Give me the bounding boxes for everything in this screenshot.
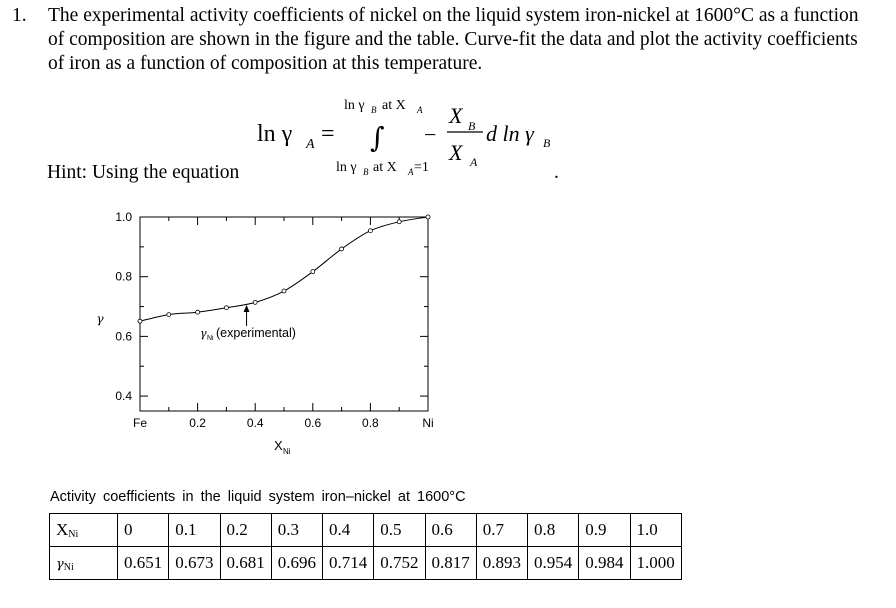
table-cell: 1.0 [630, 514, 681, 547]
table-caption: Activity coefficients in the liquid system iron–nickel at 1600°C [50, 489, 466, 505]
table-cell: 0.696 [271, 547, 322, 580]
eq-lhs: ln γ [257, 121, 293, 147]
x-tick-label: Fe [132, 416, 148, 430]
table-cell: 0.5 [374, 514, 425, 547]
y-tick-label: 0.4 [115, 389, 132, 404]
data-point [138, 319, 142, 323]
table-cell: 0.6 [425, 514, 476, 547]
x-tick-label: 0.2 [189, 416, 206, 430]
table-cell: 0.893 [476, 547, 527, 580]
x-tick-label: Ni [422, 416, 434, 430]
table-cell: 0.651 [118, 547, 169, 580]
series-line [140, 217, 428, 321]
activity-coefficient-chart [80, 200, 480, 470]
table-cell: 0.3 [271, 514, 322, 547]
table-cell: 0 [118, 514, 169, 547]
data-point [311, 270, 315, 274]
eq-frac-den: X [449, 140, 463, 165]
table-cell: 0.984 [579, 547, 630, 580]
eq-lower-limit: ln γ [336, 160, 357, 175]
table-cell: 0.7 [476, 514, 527, 547]
table-cell: 1.000 [630, 547, 681, 580]
problem-line-1: The experimental activity coefficients of nickel on the liquid system iron-nickel at 1600°C as a function [48, 5, 859, 26]
y-tick-label: 0.8 [115, 269, 132, 284]
table-cell: 0.2 [220, 514, 271, 547]
eq-lhs-sub: A [306, 137, 315, 152]
table-row-gamma-ni [50, 547, 682, 580]
eq-upper-limit-at: at X [382, 98, 406, 113]
table-cell: 0.752 [374, 547, 425, 580]
eq-minus: − [424, 122, 437, 147]
table-row-xni [50, 514, 682, 547]
y-tick-label: 0.6 [115, 329, 132, 344]
data-point [368, 229, 372, 233]
data-point [282, 289, 286, 293]
table-cell: 0.673 [169, 547, 220, 580]
annotation-sub: Ni [207, 335, 214, 342]
eq-lower-limit-eq: =1 [414, 160, 429, 175]
problem-line-2: of composition are shown in the figure and the table. Curve-fit the data and plot the activity coefficients [48, 29, 858, 50]
eq-upper-limit: ln γ [344, 98, 365, 113]
integral-sign: ∫ [370, 121, 385, 154]
data-point [224, 306, 228, 310]
x-axis-label: X [274, 438, 283, 453]
x-tick-label: 0.6 [304, 416, 322, 430]
eq-lower-limit-at: at X [373, 160, 397, 175]
hint-text: Hint: Using the equation [47, 162, 240, 183]
eq-upper-limit-sub: B [371, 105, 377, 115]
problem-number: 1. [12, 5, 27, 26]
equation-trailing-dot: . [554, 162, 559, 183]
table-cell: 0.8 [528, 514, 579, 547]
annotation-arrowhead [244, 305, 250, 312]
row-label-xni: $X_{Ni}$ [50, 514, 118, 547]
eq-frac-num-sub: B [468, 119, 476, 133]
x-tick-label: 0.4 [246, 416, 264, 430]
table-cell: 0.817 [425, 547, 476, 580]
eq-lower-limit-sub: B [363, 167, 369, 177]
activity-table [49, 513, 682, 580]
data-point [253, 300, 257, 304]
table-cell: 0.714 [323, 547, 374, 580]
table-cell: 0.954 [528, 547, 579, 580]
data-point [340, 247, 344, 251]
eq-diff: d ln γ [486, 121, 534, 146]
row-label-gamma-ni: $\gamma_{Ni}$ [50, 547, 118, 580]
plot-layer [96, 210, 433, 456]
table-cell: 0.9 [579, 514, 630, 547]
eq-frac-num: X [449, 103, 463, 128]
plot-frame [140, 217, 428, 411]
problem-line-3: of iron as a function of composition at this temperature. [48, 53, 483, 74]
x-axis-label-sub: Ni [283, 447, 291, 456]
annotation-label: (experimental) [216, 326, 296, 340]
eq-lower-limit-at-sub: A [408, 167, 414, 177]
y-axis-label: γ [96, 312, 104, 326]
eq-frac-den-sub: A [470, 155, 478, 169]
data-point [426, 215, 430, 219]
data-point [167, 313, 171, 317]
problem-text [48, 4, 890, 76]
data-point [397, 220, 401, 224]
data-point [196, 310, 200, 314]
annotation-gamma: γ [200, 327, 207, 340]
eq-upper-limit-at-sub: A [417, 105, 423, 115]
eq-diff-sub: B [543, 136, 551, 150]
table-cell: 0.1 [169, 514, 220, 547]
table-cell: 0.4 [323, 514, 374, 547]
y-tick-label: 1.0 [115, 210, 132, 224]
x-tick-label: 0.8 [362, 416, 379, 430]
table-cell: 0.681 [220, 547, 271, 580]
eq-equals: = [321, 121, 335, 147]
